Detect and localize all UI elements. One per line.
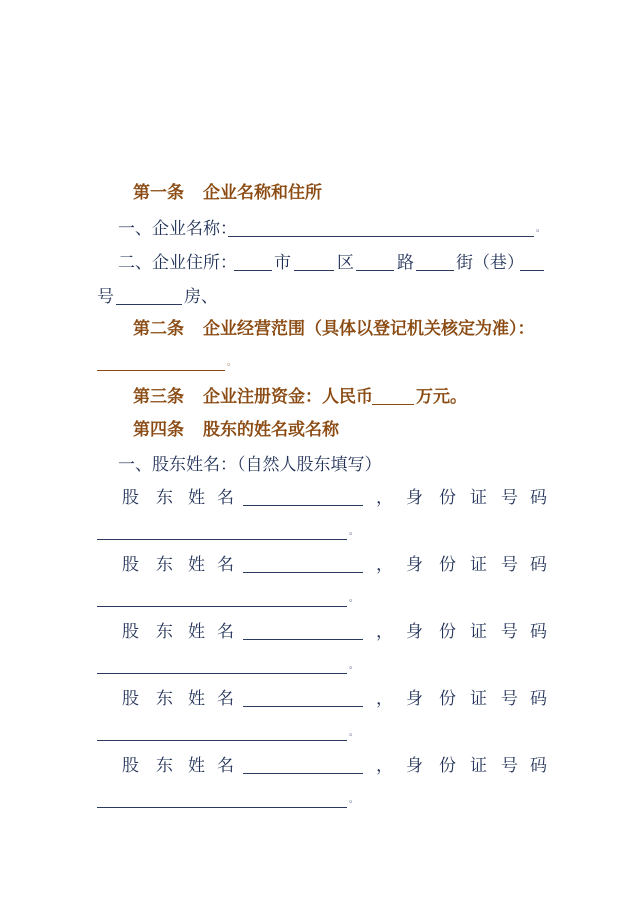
shareholder-name-blank[interactable] [243, 505, 363, 506]
id-number-blank[interactable] [97, 606, 347, 607]
id-number-char: 身 [406, 488, 423, 508]
district-label: 区 [337, 253, 354, 273]
id-number-end: 。 [349, 594, 359, 604]
article3-title: 企业注册资金：人民币 [203, 387, 373, 407]
id-number-char: 份 [439, 689, 456, 709]
shareholder-comma: ， [376, 622, 393, 642]
shareholder-name-blank[interactable] [243, 572, 363, 573]
shareholder-name-char: 名 [217, 555, 234, 575]
id-number-blank[interactable] [97, 539, 347, 540]
id-number-char: 身 [406, 689, 423, 709]
id-number-row [0, 785, 640, 815]
street-label: 街（巷） [456, 253, 524, 273]
shareholder-name-char: 股 [122, 756, 139, 776]
shareholder-name-char: 股 [122, 488, 139, 508]
shareholder-name-char: 股 [122, 555, 139, 575]
shareholder-row [0, 483, 640, 513]
id-number-char: 证 [470, 689, 487, 709]
id-number-char: 码 [530, 756, 547, 776]
id-number-char: 码 [530, 488, 547, 508]
id-number-char: 码 [530, 555, 547, 575]
shareholder-subheading: 一、股东姓名：（自然人股东填写） [118, 455, 382, 475]
id-number-char: 号 [501, 555, 518, 575]
company-name-label: 一、企业名称： [118, 219, 237, 239]
shareholder-name-char: 名 [217, 488, 234, 508]
id-number-char: 身 [406, 622, 423, 642]
road-blank[interactable] [356, 270, 394, 271]
shareholder-name-blank[interactable] [243, 639, 363, 640]
lane-blank[interactable] [520, 270, 544, 271]
id-number-blank[interactable] [97, 740, 347, 741]
shareholder-name-char: 名 [217, 756, 234, 776]
article1-heading-line [0, 178, 640, 208]
shareholder-name-char: 姓 [188, 689, 205, 709]
article4-number: 第四条 [133, 420, 184, 440]
shareholder-name-char: 东 [156, 756, 173, 776]
article2-heading-line [0, 314, 640, 344]
article2-number: 第二条 [133, 319, 184, 339]
shareholder-name-char: 东 [156, 488, 173, 508]
id-number-row [0, 718, 640, 748]
id-number-row [0, 517, 640, 547]
id-number-blank[interactable] [97, 807, 347, 808]
street-blank[interactable] [416, 270, 454, 271]
article1-title: 企业名称和住所 [203, 183, 322, 203]
article2-title: 企业经营范围（具体以登记机关核定为准）： [203, 319, 535, 339]
shareholder-row [0, 751, 640, 781]
id-number-blank[interactable] [97, 673, 347, 674]
id-number-row [0, 651, 640, 681]
city-label: 市 [274, 253, 291, 273]
shareholder-comma: ， [376, 689, 393, 709]
company-address-label: 二、企业住所： [118, 253, 237, 273]
article4-heading-line [0, 415, 640, 445]
shareholder-name-char: 东 [156, 689, 173, 709]
shareholder-name-blank[interactable] [243, 773, 363, 774]
business-scope-blank[interactable] [97, 370, 225, 371]
id-number-char: 码 [530, 689, 547, 709]
company-name-end: 。 [536, 224, 546, 234]
article3-number: 第三条 [133, 387, 184, 407]
shareholder-comma: ， [376, 756, 393, 776]
id-number-char: 证 [470, 488, 487, 508]
shareholder-name-char: 股 [122, 622, 139, 642]
id-number-char: 份 [439, 555, 456, 575]
id-number-char: 身 [406, 756, 423, 776]
shareholder-comma: ， [376, 555, 393, 575]
shareholder-name-char: 名 [217, 622, 234, 642]
shareholder-comma: ， [376, 488, 393, 508]
article1-number: 第一条 [133, 183, 184, 203]
id-number-char: 号 [501, 488, 518, 508]
company-name-blank[interactable] [228, 236, 534, 237]
article3-line [0, 382, 640, 412]
shareholder-name-char: 股 [122, 689, 139, 709]
shareholder-name-char: 名 [217, 689, 234, 709]
id-number-char: 份 [439, 756, 456, 776]
id-number-char: 证 [470, 555, 487, 575]
business-scope-line [0, 348, 640, 378]
id-number-char: 号 [501, 756, 518, 776]
company-address-line [0, 248, 640, 278]
id-number-char: 码 [530, 622, 547, 642]
shareholder-name-char: 姓 [188, 488, 205, 508]
business-scope-end: 。 [227, 358, 237, 368]
company-address-line-2 [0, 282, 640, 312]
shareholder-name-char: 东 [156, 622, 173, 642]
capital-unit: 万元。 [416, 387, 467, 407]
room-label: 房、 [184, 287, 218, 307]
number-label: 号 [97, 287, 114, 307]
article4-title: 股东的姓名或名称 [203, 420, 339, 440]
shareholder-name-char: 姓 [188, 555, 205, 575]
id-number-char: 份 [439, 622, 456, 642]
id-number-end: 。 [349, 527, 359, 537]
id-number-char: 证 [470, 622, 487, 642]
company-name-line [0, 214, 640, 244]
id-number-char: 号 [501, 622, 518, 642]
shareholder-row [0, 550, 640, 580]
id-number-end: 。 [349, 661, 359, 671]
shareholder-name-blank[interactable] [243, 706, 363, 707]
id-number-row [0, 584, 640, 614]
shareholder-name-char: 东 [156, 555, 173, 575]
id-number-char: 号 [501, 689, 518, 709]
id-number-end: 。 [349, 795, 359, 805]
number-blank[interactable] [116, 304, 182, 305]
shareholder-name-char: 姓 [188, 756, 205, 776]
shareholder-subheading-line [0, 450, 640, 480]
district-blank[interactable] [294, 270, 334, 271]
id-number-end: 。 [349, 728, 359, 738]
shareholder-row [0, 684, 640, 714]
shareholder-name-char: 姓 [188, 622, 205, 642]
id-number-char: 身 [406, 555, 423, 575]
id-number-char: 份 [439, 488, 456, 508]
shareholder-row [0, 617, 640, 647]
city-blank[interactable] [234, 270, 272, 271]
id-number-char: 证 [470, 756, 487, 776]
capital-blank[interactable] [372, 404, 414, 405]
road-label: 路 [397, 253, 414, 273]
